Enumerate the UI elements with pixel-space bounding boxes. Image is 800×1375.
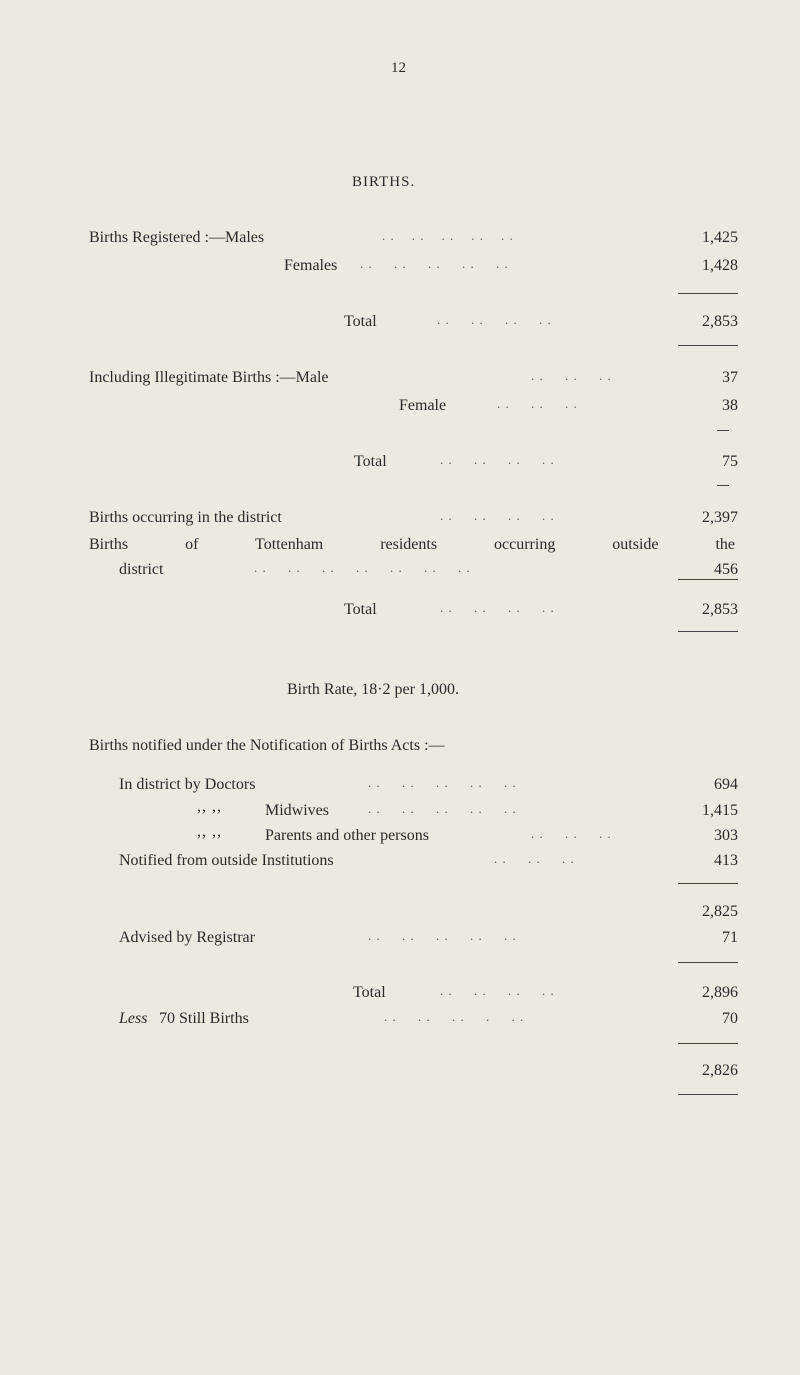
illegitimate-male-value: 37: [722, 369, 738, 386]
leader-dots: . . . . . . . .: [440, 452, 555, 467]
leader-dots: . . . . . .: [531, 368, 612, 383]
sum-rule: [678, 631, 738, 632]
leader-dots: . . . . . . . . .: [384, 1009, 525, 1024]
still-births-label: 70 Still Births: [159, 1010, 249, 1027]
notified-midwives-label: Midwives: [265, 802, 329, 819]
illegitimate-female-label: Female: [399, 397, 447, 414]
notified-doctors-label: In district by Doctors: [119, 776, 256, 793]
birth-rate: Birth Rate, 18·2 per 1,000.: [287, 681, 459, 698]
leader-dots: . . . . . . . . . .: [368, 801, 517, 816]
illegitimate-female-value: 38: [722, 397, 738, 414]
sum-rule: [678, 962, 738, 963]
births-outside-label-line1: Births of Tottenham residents occurring outside the: [89, 536, 735, 553]
notified-parents-label: Parents and other persons: [265, 827, 429, 844]
sum-rule: [678, 345, 738, 346]
notified-midwives-value: 1,415: [702, 802, 738, 819]
section-heading: BIRTHS.: [352, 174, 416, 190]
leader-dots: . . . . . . . . . . . . . .: [254, 560, 471, 575]
births-in-district-value: 2,397: [702, 509, 738, 526]
registered-total-label: Total: [344, 313, 377, 330]
leader-dots: . . . . . . . . . .: [382, 228, 514, 243]
births-in-district-label: Births occurring in the district: [89, 509, 282, 526]
notified-heading: Births notified under the Notification of Births Acts :—: [89, 737, 445, 754]
sum-rule: [678, 883, 738, 884]
sum-rule: [717, 430, 729, 431]
sum-rule: [678, 293, 738, 294]
occurrence-total-label: Total: [344, 601, 377, 618]
registered-males-label: Births Registered :—Males: [89, 229, 265, 246]
illegitimate-total-label: Total: [354, 453, 387, 470]
illegitimate-male-label: Including Illegitimate Births :—Male: [89, 369, 329, 386]
ditto-marks: ,, ,,: [197, 798, 222, 815]
leader-dots: . . . . . . . .: [440, 983, 555, 998]
sum-rule: [717, 485, 729, 486]
notified-subtotal-value: 2,825: [702, 903, 738, 920]
registered-males-value: 1,425: [702, 229, 738, 246]
page-number: 12: [391, 60, 406, 76]
illegitimate-total-value: 75: [722, 453, 738, 470]
leader-dots: . . . . . . . . . .: [360, 256, 509, 271]
registrar-value: 71: [722, 929, 738, 946]
sum-rule: [678, 579, 738, 580]
leader-dots: . . . . . . . . . .: [368, 928, 517, 943]
notified-institutions-label: Notified from outside Institutions: [119, 852, 334, 869]
leader-dots: . . . . . .: [531, 826, 612, 841]
leader-dots: . . . . . . . .: [437, 312, 552, 327]
notified-parents-value: 303: [714, 827, 738, 844]
less-word: Less: [119, 1010, 148, 1027]
registered-females-label: Females: [284, 257, 338, 274]
births-outside-value: 456: [714, 561, 738, 578]
ditto-marks: ,, ,,: [197, 823, 222, 840]
sum-rule: [678, 1043, 738, 1044]
births-outside-label-line2: district: [119, 561, 164, 578]
leader-dots: . . . . . . . . . .: [368, 775, 517, 790]
registered-females-value: 1,428: [702, 257, 738, 274]
still-births-value: 70: [722, 1010, 738, 1027]
leader-dots: . . . . . .: [497, 396, 578, 411]
final-total-value: 2,826: [702, 1062, 738, 1079]
sum-rule: [678, 1094, 738, 1095]
registrar-label: Advised by Registrar: [119, 929, 255, 946]
registered-total-value: 2,853: [702, 313, 738, 330]
occurrence-total-value: 2,853: [702, 601, 738, 618]
notified-institutions-value: 413: [714, 852, 738, 869]
leader-dots: . . . . . .: [494, 851, 575, 866]
leader-dots: . . . . . . . .: [440, 600, 555, 615]
notified-total-value: 2,896: [702, 984, 738, 1001]
leader-dots: . . . . . . . .: [440, 508, 555, 523]
notified-total-label: Total: [353, 984, 386, 1001]
notified-doctors-value: 694: [714, 776, 738, 793]
